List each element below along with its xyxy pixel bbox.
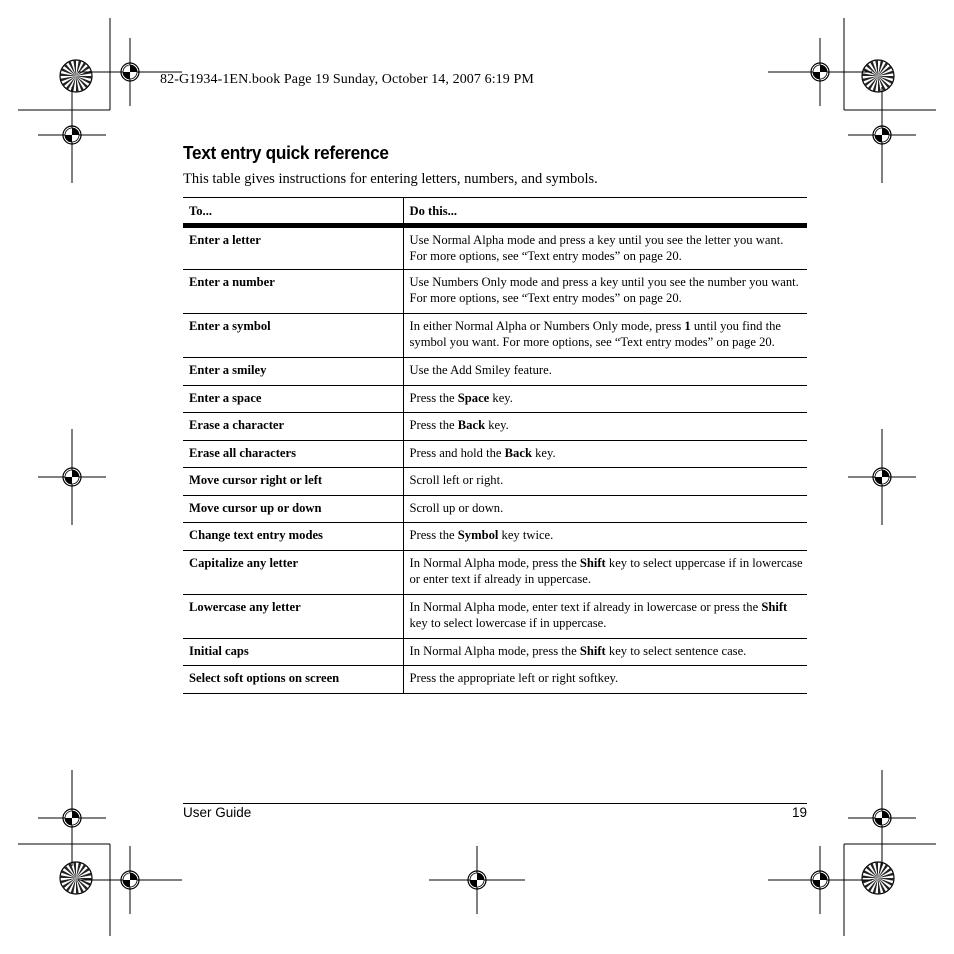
- action-cell: Move cursor right or left: [183, 468, 403, 496]
- action-cell: Erase a character: [183, 413, 403, 441]
- print-header: 82-G1934-1EN.book Page 19 Sunday, October 14, 2007 6:19 PM: [160, 72, 534, 87]
- registration-crosshair-icon: [848, 429, 916, 525]
- key-name: Back: [504, 445, 532, 460]
- registration-crosshair-icon: [38, 770, 106, 866]
- action-cell: Initial caps: [183, 638, 403, 666]
- instruction-text: Press the appropriate left or right softkey.: [409, 671, 619, 685]
- instruction-text: until you find the symbol you want. For more options, see “Text entry modes” on page 20.: [409, 319, 781, 349]
- instruction-text: Press and hold the: [409, 445, 505, 460]
- registration-crosshair-icon: [78, 846, 182, 914]
- starburst-target-icon: [862, 60, 894, 92]
- instruction-text: key twice.: [498, 528, 554, 542]
- key-name: Back: [457, 418, 486, 432]
- action-cell: Enter a symbol: [183, 314, 403, 358]
- registration-crosshair-icon: [768, 846, 872, 914]
- action-cell: Enter a smiley: [183, 358, 403, 386]
- key-name: Symbol: [457, 528, 499, 542]
- key-name: Shift: [579, 643, 606, 658]
- registration-crosshair-icon: [429, 846, 525, 914]
- page-title: Text entry quick reference: [183, 142, 389, 163]
- registration-crosshair-icon: [848, 87, 916, 183]
- action-cell: Change text entry modes: [183, 523, 403, 551]
- instruction-text: key.: [531, 445, 556, 460]
- instruction-text: Use the Add Smiley feature.: [409, 363, 552, 377]
- action-cell: Lowercase any letter: [183, 594, 403, 638]
- key-name: 1: [684, 319, 691, 333]
- instruction-text: Use Normal Alpha mode and press a key until you see the letter you want. For more options, see “Text entry modes” on page 20.: [409, 233, 784, 263]
- starburst-target-icon: [60, 60, 92, 92]
- registration-crosshair-icon: [38, 429, 106, 525]
- instruction-text: Use Numbers Only mode and press a key until you see the number you want. For more options, see “Text entry modes” on page 20.: [409, 275, 799, 305]
- starburst-target-icon: [60, 862, 92, 894]
- instruction-text: In Normal Alpha mode, press the: [409, 643, 580, 658]
- key-name: Shift: [579, 555, 606, 570]
- registration-crosshair-icon: [78, 38, 182, 106]
- action-cell: Enter a space: [183, 385, 403, 413]
- key-name: Shift: [761, 599, 788, 614]
- action-cell: Enter a letter: [183, 226, 403, 270]
- instruction-text: key to select lowercase if in uppercase.: [409, 615, 607, 630]
- instruction-text: Scroll left or right.: [409, 473, 504, 487]
- instruction-text: Press the: [409, 418, 458, 432]
- instruction-text: Press the: [409, 528, 458, 542]
- instruction-text: Press the: [409, 390, 458, 405]
- instruction-text: In either Normal Alpha or Numbers Only mode, press: [409, 319, 685, 333]
- footer-title: User Guide: [183, 805, 252, 820]
- instruction-text: key.: [485, 418, 509, 432]
- intro-text: This table gives instructions for entering letters, numbers, and symbols.: [183, 171, 598, 187]
- instruction-text: key to select uppercase if in lowercase or enter text if already in uppercase.: [409, 555, 803, 586]
- action-cell: Enter a number: [183, 270, 403, 314]
- action-cell: Move cursor up or down: [183, 495, 403, 523]
- instruction-text: Scroll up or down.: [409, 500, 504, 515]
- starburst-target-icon: [862, 862, 894, 894]
- instruction-text: key.: [489, 390, 513, 405]
- registration-crosshair-icon: [768, 38, 872, 106]
- action-cell: Erase all characters: [183, 440, 403, 468]
- instruction-text: key to select sentence case.: [605, 643, 747, 658]
- instruction-text: In Normal Alpha mode, press the: [409, 555, 580, 570]
- action-cell: Select soft options on screen: [183, 666, 403, 694]
- action-cell: Capitalize any letter: [183, 550, 403, 594]
- column-header-do-this: Do this...: [403, 198, 807, 226]
- registration-crosshair-icon: [38, 87, 106, 183]
- instruction-text: In Normal Alpha mode, enter text if already in lowercase or press the: [409, 599, 762, 614]
- key-name: Space: [457, 390, 490, 405]
- column-header-to: To...: [183, 198, 403, 226]
- registration-crosshair-icon: [848, 770, 916, 866]
- page-number: 19: [791, 805, 807, 820]
